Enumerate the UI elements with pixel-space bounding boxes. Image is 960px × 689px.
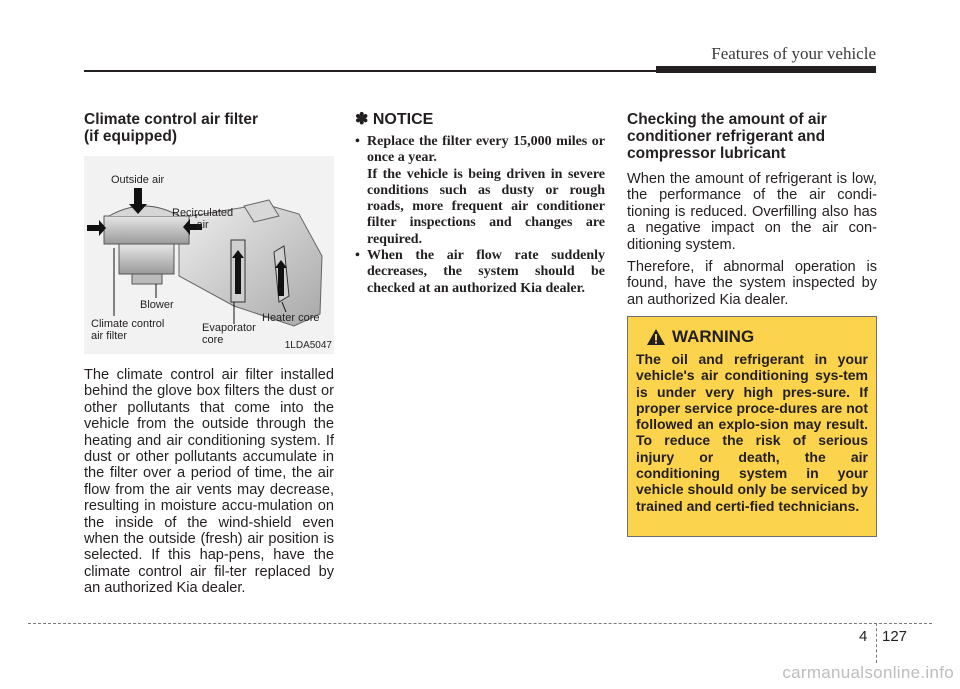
label-heater-core: Heater core — [262, 312, 320, 324]
blower-motor — [132, 274, 162, 284]
section-heading-air-filter: Climate control air filter (if equipped) — [84, 111, 258, 145]
warning-triangle-icon — [646, 328, 666, 346]
warning-header — [646, 327, 754, 347]
refrigerant-paragraph-1: When the amount of refrigerant is low, the performance of the air condi-tioning is reduced. Overfilling also has a negative impact on the air con-ditioning system. — [627, 171, 877, 253]
intake-funnel — [109, 206, 179, 216]
label-evaporator-core: Evaporator core — [202, 322, 256, 346]
figure-code: 1LDA5047 — [284, 340, 332, 351]
footer-divider — [876, 623, 877, 663]
label-recirculated-air: Recirculated air — [172, 207, 234, 231]
section-heading-refrigerant: Checking the amount of air conditioner refrigerant and compressor lubricant — [627, 111, 827, 162]
watermark: carmanualsonline.info — [782, 663, 954, 682]
notice-list — [355, 134, 605, 297]
label-outside-air: Outside air — [111, 174, 165, 186]
air-filter-paragraph: The climate control air filter installed behind the glove box filters the dust or other pollutants that come into the vehicle from the outside through the heating and air conditioning system. If dust or other pollutants accumulate in the filter over a period of time, the air flow from the air vents may decrease, resulting in moisture accu-mulation on the inside of the wind-shield even when the outside (fresh) air position is selected. If this hap-pens, have the climate control air fil-ter replaced by an authorized Kia dealer. — [84, 367, 334, 597]
notice-item — [355, 248, 605, 297]
label-climate-control-filter: Climate control air filter — [91, 318, 165, 342]
page-number: 127 — [882, 628, 908, 645]
arrow-left-in — [87, 220, 106, 236]
warning-text: The oil and refrigerant in your vehicle's air conditioning sys-tem is under very high pres-sure. If proper service proce-dures are not followed an explo-sion may result. To reduce the risk of serious injury or death, the air conditioning system in your vehicle should only be serviced by trained and certi-fied technicians. — [636, 351, 868, 514]
footer-rule — [28, 623, 932, 624]
notice-item-line: • When the air flow rate suddenly decreases, the system should be checked at an authorized Kia dealer. — [367, 248, 605, 296]
right-column — [627, 111, 877, 308]
warning-box — [627, 316, 877, 537]
header-rule-accent — [656, 66, 876, 73]
refrigerant-paragraph-2: Therefore, if abnormal operation is found, have the system inspected by an authorized Kia dealer. — [627, 259, 877, 308]
label-blower: Blower — [140, 299, 174, 311]
chapter-number: 4 — [859, 628, 868, 645]
left-column — [84, 111, 334, 597]
notice-column — [355, 111, 605, 297]
notice-item-line: If the vehicle is being driven in severe conditions such as dusty or rough roads, more frequent air conditioner filter inspections and changes are required. — [367, 166, 605, 247]
notice-item-line: • Replace the filter every 15,000 miles or once a year. — [367, 134, 605, 166]
blower-drum — [119, 244, 174, 274]
warning-title: WARNING — [672, 327, 755, 346]
header-title: Features of your vehicle — [711, 44, 876, 63]
notice-item — [355, 134, 605, 248]
notice-title: ✽ NOTICE — [355, 111, 434, 128]
air-filter-figure — [84, 156, 334, 354]
